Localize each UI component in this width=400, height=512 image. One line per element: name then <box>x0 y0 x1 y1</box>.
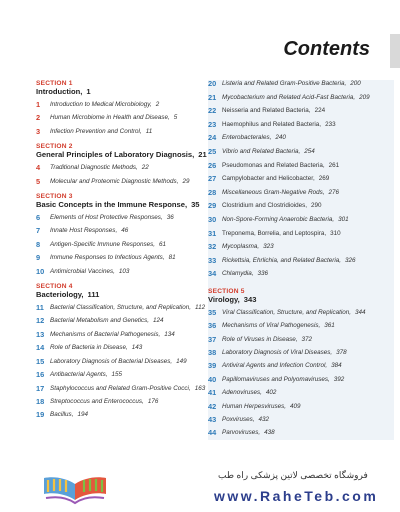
toc-chapter-entry[interactable] <box>208 107 394 115</box>
chapter-page: 200 <box>350 80 361 87</box>
toc-chapter-entry[interactable] <box>208 94 394 102</box>
chapter-title-text: Miscellaneous Gram-Negative Rods, <box>222 188 325 196</box>
toc-chapter-entry[interactable] <box>36 241 208 249</box>
toc-chapter-entry[interactable] <box>208 175 394 183</box>
chapter-title-text: Laboratory Diagnosis of Bacterial Diseases, <box>50 357 173 365</box>
chapter-title <box>50 371 122 379</box>
chapter-title-text: Staphylococcus and Related Gram-Positive Cocci, <box>50 384 191 392</box>
toc-chapter-entry[interactable] <box>36 371 208 379</box>
toc-chapter-entry[interactable] <box>208 416 394 424</box>
chapter-page: 301 <box>338 215 349 223</box>
chapter-title-text: Antiviral Agents and Infection Control, <box>222 362 328 370</box>
chapter-page: 149 <box>176 357 187 365</box>
toc-chapter-entry[interactable] <box>36 317 208 325</box>
chapter-page: 384 <box>331 362 342 370</box>
chapter-page: 392 <box>333 375 345 383</box>
chapter-title-text: Haemophilus and Related Bacteria, <box>222 120 322 128</box>
chapter-title-text: Chlamydia, <box>222 270 254 278</box>
chapter-page: 29 <box>182 177 190 185</box>
toc-chapter-entry[interactable] <box>208 309 394 317</box>
chapter-number: 10 <box>36 266 45 276</box>
chapter-title <box>222 416 269 424</box>
chapter-page: 163 <box>194 384 206 392</box>
chapter-title-text: Mechanisms of Viral Pathogenesis, <box>222 322 321 330</box>
chapter-title-text: Mycobacterium and Related Acid-Fast Bacteria, <box>222 93 356 101</box>
chapter-title <box>222 216 349 224</box>
toc-chapter-entry[interactable] <box>208 270 394 278</box>
chapter-page: 155 <box>111 371 123 379</box>
chapter-number: 24 <box>208 133 217 143</box>
chapter-number: 42 <box>208 401 217 411</box>
chapter-title-text: Enterobacterales, <box>222 134 272 142</box>
chapter-page: 2 <box>155 101 160 108</box>
chapter-title-text: Pseudomonas and Related Bacteria, <box>222 161 325 169</box>
chapter-title <box>222 362 342 370</box>
chapter-title <box>50 411 88 419</box>
chapter-title-text: Clostridium and Clostridioides, <box>222 202 308 210</box>
chapter-title <box>222 148 315 156</box>
page-title: Contents <box>283 38 370 60</box>
chapter-number: 23 <box>208 119 217 129</box>
chapter-title-text: Antimicrobial Vaccines, <box>50 267 115 275</box>
chapter-title <box>50 385 205 393</box>
toc-chapter-entry[interactable] <box>36 358 208 366</box>
chapter-number: 43 <box>208 414 217 424</box>
chapter-number: 9 <box>36 253 41 263</box>
chapter-title <box>222 376 344 384</box>
section-page: 21 <box>198 150 207 160</box>
chapter-title <box>50 304 205 312</box>
section-name: Bacteriology, <box>36 290 84 300</box>
chapter-title <box>50 317 164 325</box>
toc-chapter-entry[interactable] <box>208 376 394 384</box>
chapter-title-text: Human Herpesviruses, <box>222 402 287 410</box>
chapter-title <box>50 128 152 136</box>
section-page: 1 <box>86 87 91 96</box>
section-label: SECTION 5 <box>208 287 245 295</box>
chapter-title <box>222 336 312 344</box>
chapter-number: 11 <box>36 303 44 313</box>
section-label: SECTION 4 <box>36 283 73 291</box>
chapter-title <box>222 322 335 330</box>
chapter-title-text: Papillomaviruses and Polyomaviruses, <box>222 375 330 383</box>
toc-chapter-entry[interactable] <box>36 227 208 235</box>
chapter-title-text: Treponema, Borrelia, and Leptospira, <box>222 229 327 237</box>
chapter-number: 14 <box>36 343 45 353</box>
chapter-number: 34 <box>208 269 217 279</box>
chapter-title-text: Mycoplasma, <box>222 243 260 251</box>
chapter-title <box>50 178 189 186</box>
chapter-title <box>222 257 356 265</box>
toc-chapter-entry[interactable] <box>208 189 394 197</box>
chapter-title-text: Streptococcus and Enterococcus, <box>50 397 144 405</box>
toc-chapter-entry[interactable] <box>208 389 394 397</box>
chapter-page: 326 <box>345 256 356 264</box>
chapter-page: 134 <box>164 330 175 338</box>
chapter-title <box>222 389 276 397</box>
chapter-page: 432 <box>258 415 270 423</box>
chapter-number: 22 <box>208 106 217 116</box>
chapter-title <box>222 243 274 251</box>
chapter-title-text: Neisseria and Related Bacteria, <box>222 107 311 115</box>
chapter-title <box>50 114 177 122</box>
chapter-title-text: Role of Bacteria in Disease, <box>50 344 128 352</box>
toc-chapter-entry[interactable] <box>36 164 208 172</box>
chapter-page: 240 <box>275 134 286 142</box>
chapter-number: 39 <box>208 361 217 371</box>
chapter-page: 36 <box>166 214 174 222</box>
section-name: General Principles of Laboratory Diagnosis, <box>36 150 195 160</box>
chapter-title <box>50 241 166 249</box>
toc-chapter-entry[interactable] <box>208 162 394 170</box>
chapter-number: 16 <box>36 370 45 380</box>
chapter-number: 27 <box>208 174 217 184</box>
chapter-title <box>50 268 129 276</box>
toc-left-column <box>36 80 208 420</box>
chapter-title <box>50 254 176 262</box>
chapter-title-text: Bacterial Classification, Structure, and Replication, <box>50 304 192 312</box>
chapter-number: 7 <box>36 226 41 236</box>
section-label: SECTION 1 <box>36 80 73 87</box>
chapter-title-text: Rickettsia, Ehrlichia, and Related Bacteria, <box>222 256 341 264</box>
chapter-page: 372 <box>301 335 312 343</box>
chapter-number: 18 <box>36 396 45 406</box>
chapter-title-text: Non-Spore-Forming Anaerobic Bacteria, <box>222 215 335 223</box>
toc-section <box>36 143 208 186</box>
toc-chapter-entry[interactable] <box>208 202 394 210</box>
chapter-number: 33 <box>208 255 217 265</box>
toc-chapter-entry[interactable] <box>208 362 394 370</box>
section-page: 111 <box>87 290 100 300</box>
chapter-title <box>222 134 286 142</box>
toc-chapter-entry[interactable] <box>208 336 394 344</box>
toc-chapter-entry[interactable] <box>36 254 208 262</box>
section-title[interactable] <box>36 87 208 96</box>
section-page: 343 <box>243 294 257 304</box>
section-label: SECTION 3 <box>36 193 73 201</box>
chapter-title <box>222 162 339 170</box>
chapter-title <box>222 309 366 317</box>
toc-chapter-entry[interactable] <box>36 344 208 352</box>
toc-chapter-entry[interactable] <box>208 80 394 88</box>
chapter-title-text: Bacillus, <box>50 411 74 419</box>
chapter-title <box>50 101 159 109</box>
chapter-page: 11 <box>145 127 153 135</box>
chapter-number: 13 <box>36 329 45 339</box>
section-name: Introduction, <box>36 87 83 96</box>
chapter-title <box>222 107 325 115</box>
chapter-title <box>50 398 158 406</box>
chapter-title-text: Parvoviruses, <box>222 429 261 437</box>
promo-url-link[interactable]: www.RaheTeb.com <box>214 488 379 504</box>
chapter-page: 438 <box>264 429 275 437</box>
chapter-number: 17 <box>36 383 45 393</box>
chapter-title-text: Antigen-Specific Immune Responses, <box>50 240 155 248</box>
toc-chapter-entry[interactable] <box>208 148 394 156</box>
chapter-number: 2 <box>36 113 41 123</box>
chapter-number: 6 <box>36 213 41 223</box>
toc-chapter-entry[interactable] <box>208 230 394 238</box>
toc-chapter-entry[interactable] <box>36 268 208 276</box>
chapter-title-text: Introduction to Medical Microbiology, <box>50 101 152 108</box>
chapter-number: 31 <box>208 228 217 238</box>
chapter-title <box>222 230 341 238</box>
chapter-title <box>50 214 174 222</box>
chapter-title <box>50 358 187 366</box>
section-label: SECTION 2 <box>36 143 73 151</box>
chapter-page: 409 <box>290 402 301 410</box>
toc-chapter-entry[interactable] <box>208 121 394 129</box>
chapter-title-text: Listeria and Related Gram-Positive Bacteria, <box>222 80 347 87</box>
page-edge-tab <box>390 34 400 68</box>
toc-chapter-entry[interactable] <box>36 128 208 136</box>
toc-chapter-entry[interactable] <box>208 349 394 357</box>
chapter-title-text: Adenoviruses, <box>222 389 262 397</box>
chapter-page: 112 <box>195 304 206 312</box>
chapter-page: 194 <box>77 411 88 419</box>
chapter-number: 1 <box>36 100 41 109</box>
chapter-number: 25 <box>208 146 217 156</box>
chapter-page: 378 <box>336 348 347 356</box>
chapter-number: 36 <box>208 321 217 331</box>
chapter-number: 40 <box>208 374 217 384</box>
chapter-title-text: Viral Classification, Structure, and Replication, <box>222 308 352 316</box>
chapter-title-text: Poxviruses, <box>222 415 255 423</box>
chapter-number: 44 <box>208 428 217 438</box>
chapter-page: 176 <box>147 397 159 405</box>
chapter-title-text: Bacterial Metabolism and Genetics, <box>50 317 150 325</box>
chapter-title-text: Human Microbiome in Health and Disease, <box>50 114 170 122</box>
chapter-number: 37 <box>208 334 217 344</box>
toc-chapter-entry[interactable] <box>208 429 394 437</box>
toc-chapter-entry[interactable] <box>36 101 208 109</box>
chapter-title <box>222 189 339 197</box>
section-title[interactable] <box>36 290 208 299</box>
toc-chapter-entry[interactable] <box>208 134 394 142</box>
chapter-page: 81 <box>168 254 176 262</box>
chapter-title <box>222 349 347 357</box>
chapter-number: 12 <box>36 316 45 326</box>
chapter-page: 22 <box>141 164 149 172</box>
chapter-number: 5 <box>36 176 41 186</box>
chapter-number: 21 <box>208 92 217 102</box>
toc-chapter-entry[interactable] <box>36 331 208 339</box>
chapter-title <box>222 403 301 411</box>
chapter-number: 28 <box>208 187 217 197</box>
section-page: 35 <box>191 200 200 210</box>
chapter-title-text: Vibrio and Related Bacteria, <box>222 147 301 155</box>
toc-chapter-entry[interactable] <box>36 398 208 406</box>
chapter-number: 29 <box>208 201 217 211</box>
chapter-title <box>222 429 275 437</box>
chapter-title-text: Role of Viruses in Disease, <box>222 335 298 343</box>
chapter-title <box>50 227 128 235</box>
chapter-page: 103 <box>118 267 130 275</box>
chapter-page: 124 <box>153 317 164 325</box>
chapter-page: 254 <box>304 147 315 155</box>
chapter-page: 336 <box>257 270 269 278</box>
chapter-number: 20 <box>208 79 217 88</box>
chapter-number: 32 <box>208 242 217 252</box>
chapter-number: 8 <box>36 239 41 249</box>
right-chapter-list <box>208 80 394 279</box>
chapter-title <box>50 164 149 172</box>
chapter-title-text: Molecular and Proteomic Diagnostic Methods, <box>50 177 179 185</box>
chapter-number: 19 <box>36 410 45 420</box>
chapter-title-text: Immune Responses to Infectious Agents, <box>50 254 165 262</box>
toc-section <box>36 80 208 136</box>
chapter-title <box>222 94 370 102</box>
chapter-number: 4 <box>36 163 41 173</box>
chapter-number: 38 <box>208 347 217 357</box>
toc-chapter-entry[interactable] <box>208 403 394 411</box>
chapter-number: 26 <box>208 160 217 170</box>
toc-chapter-entry[interactable] <box>208 243 394 251</box>
chapter-title-text: Antibacterial Agents, <box>50 371 108 379</box>
chapter-title-text: Mechanisms of Bacterial Pathogenesis, <box>50 330 161 338</box>
toc-chapter-entry[interactable] <box>36 304 208 312</box>
toc-chapter-entry[interactable] <box>36 178 208 186</box>
chapter-page: 261 <box>328 161 340 169</box>
book-logo-icon <box>40 470 110 508</box>
section-title[interactable] <box>36 200 208 209</box>
chapter-page: 310 <box>330 229 341 237</box>
chapter-title <box>222 270 268 278</box>
chapter-page: 402 <box>265 389 277 397</box>
toc-section <box>36 283 208 420</box>
chapter-page: 143 <box>131 344 143 352</box>
toc-chapter-entry[interactable] <box>36 411 208 419</box>
chapter-title <box>222 202 322 210</box>
toc-right-column <box>208 80 394 438</box>
chapter-page: 323 <box>263 243 274 251</box>
chapter-page: 290 <box>311 202 322 210</box>
chapter-title-text: Infection Prevention and Control, <box>50 127 142 135</box>
toc-chapter-entry[interactable] <box>208 216 394 224</box>
chapter-page: 5 <box>173 114 178 122</box>
chapter-title-text: Elements of Host Protective Responses, <box>50 214 163 222</box>
chapter-page: 344 <box>355 308 366 316</box>
chapter-title-text: Campylobacter and Helicobacter, <box>222 175 315 183</box>
chapter-title-text: Innate Host Responses, <box>50 227 118 235</box>
chapter-title <box>50 331 175 339</box>
toc-chapter-entry[interactable] <box>208 322 394 330</box>
toc-chapter-entry[interactable] <box>36 385 208 393</box>
section-name: Basic Concepts in the Immune Response, <box>36 200 188 210</box>
chapter-title <box>222 121 336 129</box>
chapter-title-text: Laboratory Diagnosis of Viral Diseases, <box>222 348 333 356</box>
toc-chapter-entry[interactable] <box>208 257 394 265</box>
chapter-number: 30 <box>208 214 217 224</box>
chapter-page: 209 <box>359 93 370 101</box>
chapter-number: 41 <box>208 388 217 398</box>
chapter-number: 15 <box>36 356 45 366</box>
chapter-number: 3 <box>36 126 41 136</box>
toc-section <box>36 193 208 276</box>
chapter-page: 233 <box>325 120 336 128</box>
section-title[interactable] <box>208 295 394 304</box>
chapter-title <box>222 80 361 88</box>
chapter-page: 276 <box>328 188 340 196</box>
toc-section <box>208 288 394 438</box>
chapter-page: 61 <box>159 240 167 248</box>
section-title[interactable] <box>36 150 208 159</box>
chapter-title-text: Traditional Diagnostic Methods, <box>50 164 138 172</box>
section-name: Virology, <box>208 294 240 304</box>
chapter-title <box>222 175 329 183</box>
toc-chapter-entry[interactable] <box>36 114 208 122</box>
chapter-page: 224 <box>314 107 326 115</box>
chapter-number: 35 <box>208 307 217 317</box>
chapter-page: 361 <box>324 322 335 330</box>
chapter-title <box>50 344 142 352</box>
promo-persian-text: فروشگاه تخصصی لاتین پزشکی راه طب <box>218 470 368 480</box>
chapter-page: 46 <box>121 227 129 235</box>
chapter-page: 269 <box>318 175 330 183</box>
toc-chapter-entry[interactable] <box>36 214 208 222</box>
